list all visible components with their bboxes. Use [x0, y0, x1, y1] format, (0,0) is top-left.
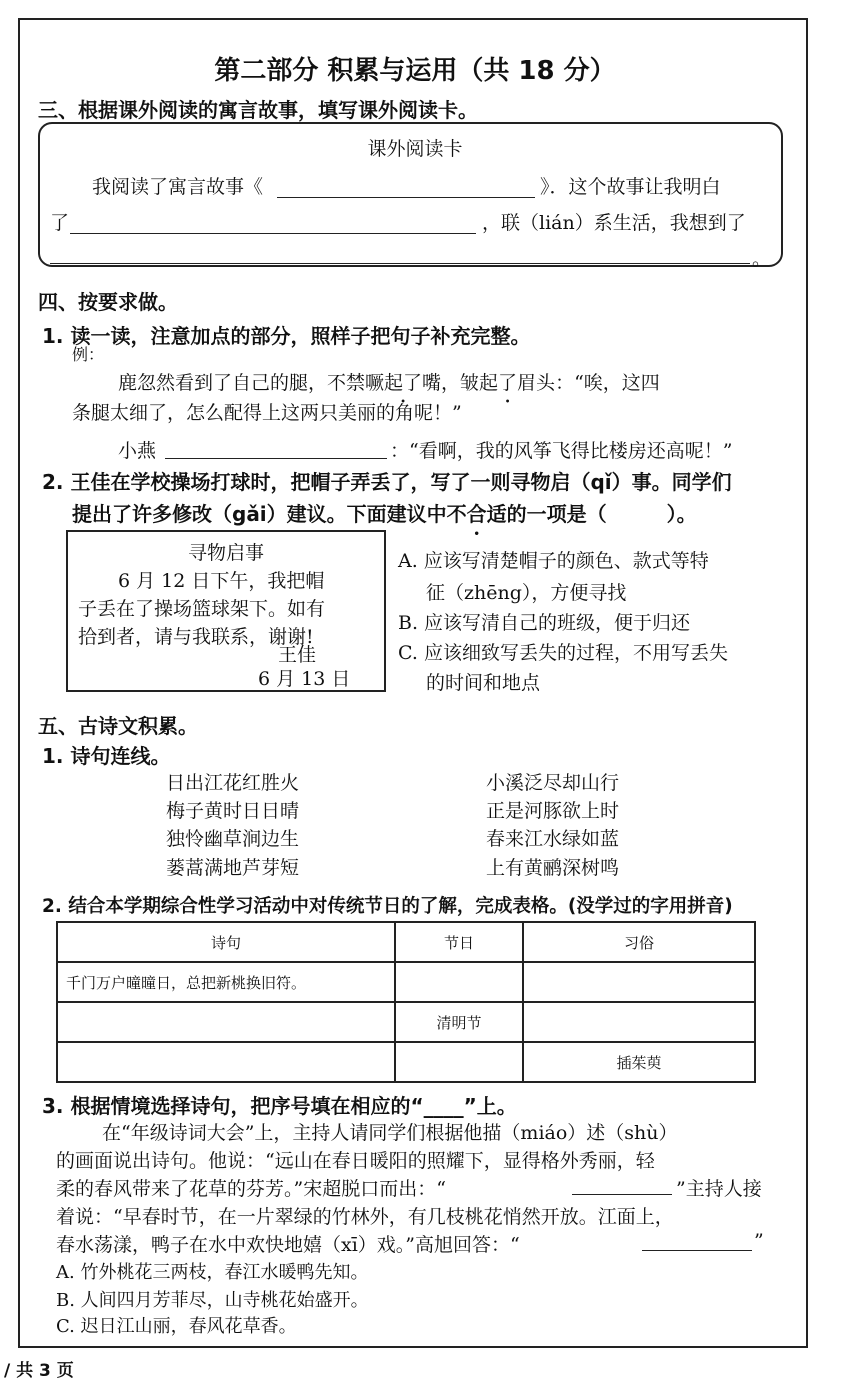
poem-right-1[interactable]: 小溪泛尽却山行	[486, 772, 620, 794]
table-row	[57, 962, 755, 1002]
answer-blank-2[interactable]	[642, 1250, 752, 1251]
lesson-blank[interactable]	[70, 233, 476, 234]
card-line1-end: 》．这个故事让我明白	[540, 176, 721, 198]
table-cell[interactable]	[523, 962, 755, 1002]
poem-left-4[interactable]: 蒌蒿满地芦芽短	[166, 857, 300, 879]
reading-card-title: 课外阅读卡	[367, 138, 463, 160]
poem-right-2[interactable]: 正是河豚欲上时	[486, 800, 620, 822]
poem-left-1[interactable]: 日出江花红胜火	[166, 772, 300, 794]
table-header: 习俗	[523, 922, 755, 962]
scenario-line2: 的画面说出诗句。他说：“远山在春日暖阳的照耀下，显得格外秀丽，轻	[56, 1150, 655, 1172]
option-a-line2: 征（zhēng），方便寻找	[426, 582, 627, 604]
life-connection-blank[interactable]	[50, 263, 750, 264]
scenario-line3: 柔的春风带来了花草的芬芳。”宋超脱口而出：“	[56, 1178, 446, 1200]
festival-table	[56, 921, 756, 1083]
q4-2-line1: 2. 王佳在学校操场打球时，把帽子弄丢了，写了一则寻物启（qǐ）事。同学们	[42, 470, 732, 494]
scenario-line5-end: ”	[754, 1230, 764, 1252]
poem-option-b: B. 人间四月芳菲尽，山寺桃花始盛开。	[56, 1290, 369, 1311]
q5-2-prompt: 2. 结合本学期综合性学习活动中对传统节日的了解，完成表格。(没学过的字用拼音)	[42, 896, 733, 917]
page-footer: / 共 3 页	[4, 1361, 74, 1381]
q5-3-prompt: 3. 根据情境选择诗句，把序号填在相应的“____”上。	[42, 1094, 517, 1118]
table-header: 节日	[395, 922, 523, 962]
table-row	[57, 1002, 755, 1042]
page-title: 第二部分 积累与运用（共 18 分）	[214, 56, 616, 86]
card-line2-end: ，联（lián）系生活，我想到了	[482, 212, 746, 234]
fill-quote: ：“看啊，我的风筝飞得比楼房还高呢！”	[390, 440, 733, 462]
table-cell[interactable]	[395, 1042, 523, 1082]
scenario-line4: 着说：“早春时节，在一片翠绿的竹林外，有几枝桃花悄然开放。江面上，	[56, 1206, 674, 1228]
q5-1-prompt: 1. 诗句连线。	[42, 744, 171, 768]
table-cell: 插茱萸	[523, 1042, 755, 1082]
story-title-blank[interactable]	[277, 197, 535, 198]
notice-signature: 王佳	[278, 644, 317, 666]
table-header: 诗句	[57, 922, 395, 962]
notice-title: 寻物启事	[187, 542, 264, 564]
poem-right-3[interactable]: 春来江水绿如蓝	[486, 828, 620, 850]
table-header-row	[57, 922, 755, 962]
answer-blank-1[interactable]	[572, 1194, 672, 1195]
notice-line2: 子丢在了操场篮球架下。如有	[78, 598, 326, 620]
table-cell[interactable]	[395, 962, 523, 1002]
notice-line3: 拾到者，请与我联系，谢谢!	[78, 626, 314, 648]
table-cell: 千门万户曈曈日，总把新桃换旧符。	[57, 962, 395, 1002]
card-line3-end: 。	[752, 248, 772, 270]
scenario-line1: 在“年级诗词大会”上，主持人请同学们根据他描（miáo）述（shù）	[102, 1122, 678, 1144]
notice-line1: 6 月 12 日下午，我把帽	[118, 570, 325, 592]
example-label: 例：	[72, 345, 105, 364]
scenario-line3-end: ”主持人接	[676, 1178, 762, 1200]
poem-left-3[interactable]: 独怜幽草涧边生	[166, 828, 300, 850]
poem-right-4[interactable]: 上有黄鹂深树鸣	[486, 857, 620, 879]
card-line1-start: 我阅读了寓言故事《	[92, 176, 264, 198]
dotted-text-3: 不合适	[446, 502, 507, 526]
table-row	[57, 1042, 755, 1082]
table-cell[interactable]	[523, 1002, 755, 1042]
sentence-fill-blank[interactable]	[165, 458, 387, 459]
notice-date: 6 月 13 日	[258, 668, 351, 690]
table-cell: 清明节	[395, 1002, 523, 1042]
option-c-line1: C. 应该细致写丢失的过程，不用写丢失	[398, 642, 728, 664]
scenario-line5: 春水荡漾，鸭子在水中欢快地嬉（xī）戏。”高旭回答：“	[56, 1234, 520, 1256]
option-b: B. 应该写清自己的班级，便于归还	[398, 612, 691, 634]
q4-2-line2: 提出了许多修改（gǎi）建议。下面建议中不合适的一项是（ ）。	[72, 502, 697, 526]
table-cell[interactable]	[57, 1042, 395, 1082]
section3-heading: 三、根据课外阅读的寓言故事，填写课外阅读卡。	[38, 98, 478, 122]
q4-1-prompt: 1. 读一读，注意加点的部分，照样子把句子补充完整。	[42, 324, 531, 348]
table-cell[interactable]	[57, 1002, 395, 1042]
card-line2-start: 了	[50, 212, 70, 234]
dotted-text-2: 皱起了眉头 •	[460, 372, 555, 394]
dotted-text-1: 噘起了嘴	[365, 372, 442, 394]
poem-option-c: C. 迟日江山丽，春风花草香。	[56, 1316, 297, 1337]
section4-heading: 四、按要求做。	[38, 290, 178, 314]
option-a-line1: A. 应该写清楚帽子的颜色、款式等特	[398, 550, 709, 572]
fill-subject: 小燕	[118, 440, 157, 462]
option-c-line2: 的时间和地点	[426, 672, 541, 694]
example-sentence-line1: 鹿忽然看到了自己的腿，不禁噘起了嘴，皱起了眉头 •：“唉，这四	[118, 368, 660, 395]
section5-heading: 五、古诗文积累。	[38, 714, 198, 738]
poem-left-2[interactable]: 梅子黄时日日晴	[166, 800, 300, 822]
example-sentence-line2: 条腿太细了，怎么配得上这两只美丽的角呢！”	[72, 402, 462, 424]
poem-option-a: A. 竹外桃花三两枝，春江水暖鸭先知。	[56, 1262, 369, 1283]
